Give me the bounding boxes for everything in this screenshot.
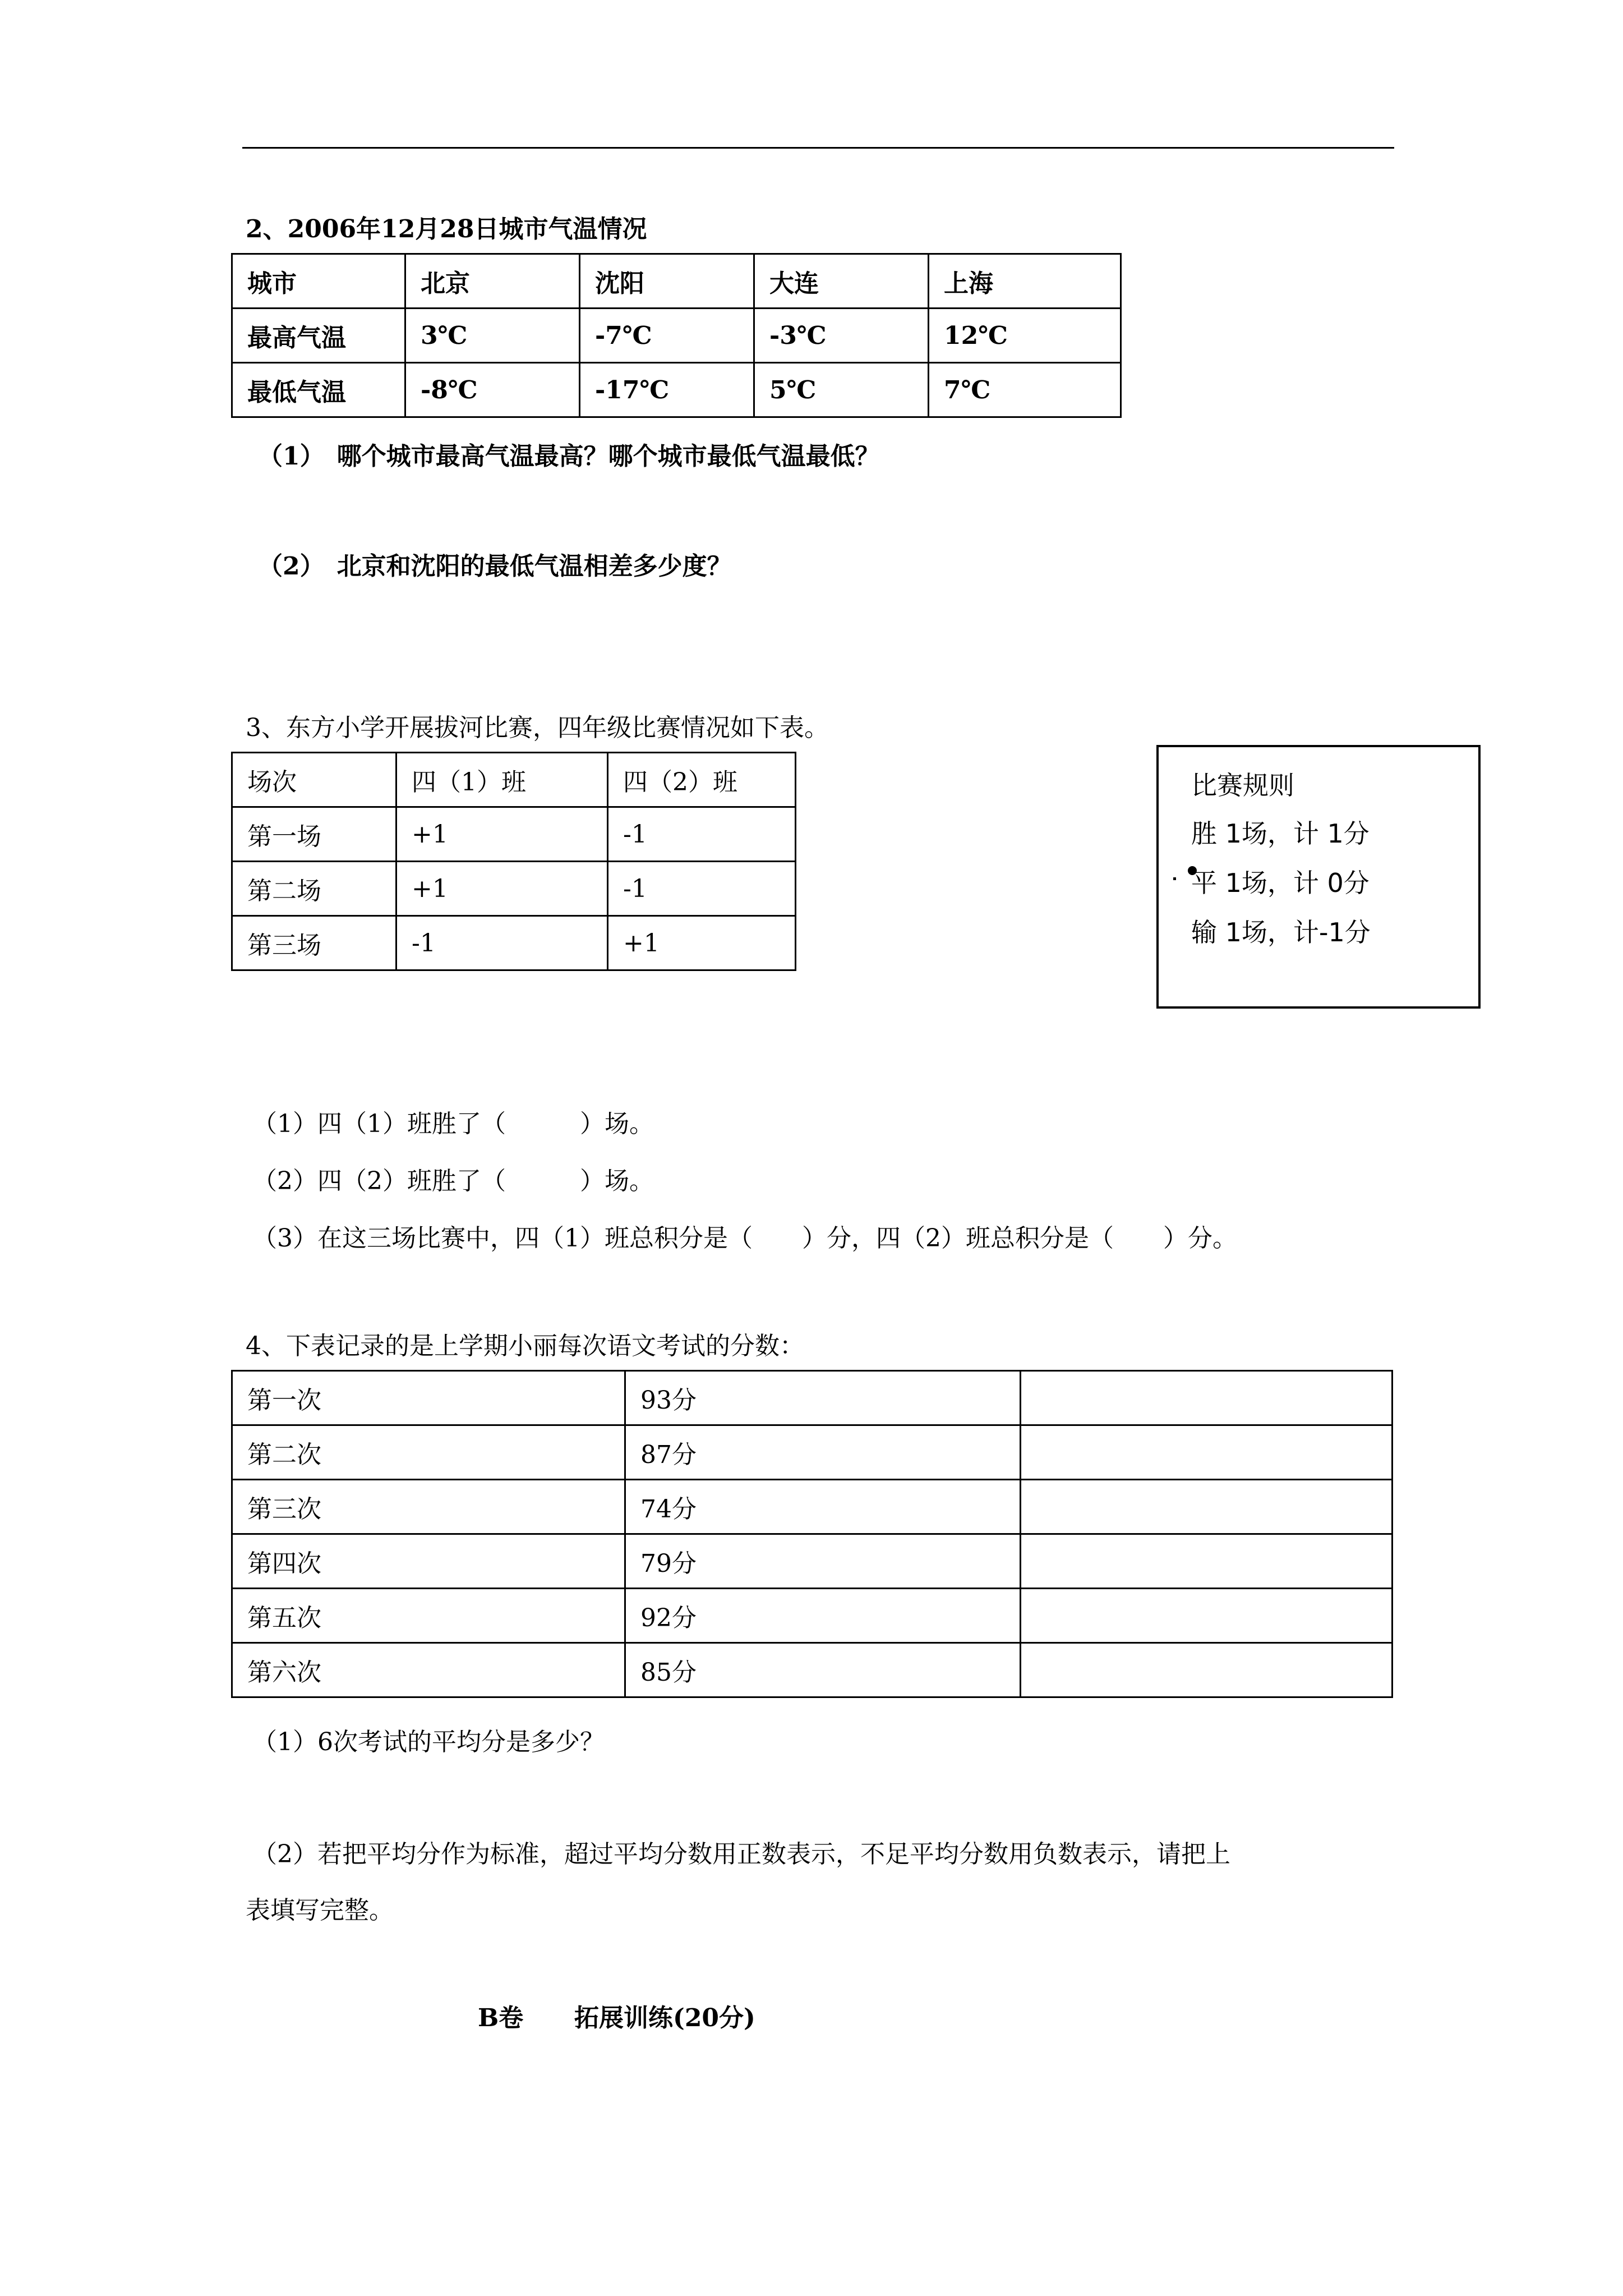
rules-line-win: 胜 1场，计 1分 (1191, 818, 1370, 849)
section-b-label: B卷 (478, 2004, 524, 2032)
q3-sub2: （2）四（2）班胜了（ ）场。 (252, 1167, 654, 1195)
table-cell: -1 (396, 916, 608, 970)
header-rule (242, 147, 1394, 149)
table-cell: 7℃ (929, 363, 1121, 417)
temperature-table (231, 253, 1122, 418)
table-cell: 第六次 (232, 1643, 625, 1697)
tug-of-war-table (231, 752, 796, 971)
stray-mark-icon (1173, 877, 1176, 880)
table-cell: 87分 (625, 1425, 1021, 1480)
table-header-cell: 城市 (232, 254, 405, 309)
table-cell: 第二场 (232, 862, 396, 916)
table-cell: +1 (396, 862, 608, 916)
section-b-title: 拓展训练(20分) (574, 2004, 755, 2032)
table-row (232, 1425, 1393, 1480)
table-cell: -3℃ (754, 309, 929, 363)
q2-sub1: （1） 哪个城市最高气温最高？哪个城市最低气温最低？ (258, 442, 880, 471)
table-cell: 3℃ (405, 309, 580, 363)
table-cell: 第三次 (232, 1480, 625, 1534)
table-cell: 最低气温 (232, 363, 405, 417)
table-cell-blank[interactable] (1021, 1480, 1393, 1534)
rules-line-lose: 输 1场，计-1分 (1191, 917, 1371, 947)
q3-sub3: （3）在这三场比赛中，四（1）班总积分是（ ）分，四（2）班总积分是（ ）分。 (252, 1224, 1237, 1253)
rules-title: 比赛规则 (1191, 770, 1294, 800)
table-row (232, 1371, 1393, 1425)
table-row (232, 363, 1121, 417)
q4-sub1: （1）6次考试的平均分是多少？ (252, 1728, 605, 1756)
q3-title: 3、东方小学开展拔河比赛，四年级比赛情况如下表。 (246, 714, 829, 742)
table-row (232, 1480, 1393, 1534)
table-cell: -7℃ (580, 309, 754, 363)
table-cell: 12℃ (929, 309, 1121, 363)
table-cell: 第三场 (232, 916, 396, 970)
table-row (232, 309, 1121, 363)
match-rules-box (1156, 745, 1481, 1009)
table-cell: 85分 (625, 1643, 1021, 1697)
table-row (232, 916, 796, 970)
table-cell: 79分 (625, 1534, 1021, 1589)
table-row (232, 254, 1121, 309)
table-cell: 第五次 (232, 1589, 625, 1643)
table-cell: 第一场 (232, 807, 396, 862)
table-header-cell: 北京 (405, 254, 580, 309)
table-cell: +1 (396, 807, 608, 862)
table-cell: -17℃ (580, 363, 754, 417)
table-cell-blank[interactable] (1021, 1643, 1393, 1697)
q3-sub1: （1）四（1）班胜了（ ）场。 (252, 1110, 654, 1138)
q4-sub2-line1: （2）若把平均分作为标准，超过平均分数用正数表示，不足平均分数用负数表示，请把上 (252, 1840, 1230, 1869)
table-cell-blank[interactable] (1021, 1371, 1393, 1425)
table-cell: 93分 (625, 1371, 1021, 1425)
table-row (232, 1589, 1393, 1643)
table-header-cell: 四（2）班 (608, 753, 796, 807)
table-row (232, 1534, 1393, 1589)
table-header-cell: 大连 (754, 254, 929, 309)
table-cell: 最高气温 (232, 309, 405, 363)
table-cell: 5℃ (754, 363, 929, 417)
table-cell: 74分 (625, 1480, 1021, 1534)
table-cell: 第一次 (232, 1371, 625, 1425)
table-cell: -1 (608, 862, 796, 916)
table-header-cell: 四（1）班 (396, 753, 608, 807)
q4-sub2-line2: 表填写完整。 (246, 1896, 394, 1925)
table-cell-blank[interactable] (1021, 1425, 1393, 1480)
table-cell: 第二次 (232, 1425, 625, 1480)
q4-title: 4、下表记录的是上学期小丽每次语文考试的分数： (246, 1332, 804, 1360)
table-header-cell: 场次 (232, 753, 396, 807)
q2-title: 2、2006年12月28日城市气温情况 (246, 215, 647, 243)
rules-line-draw: 平 1场，计 0分 (1191, 868, 1370, 898)
table-cell: -8℃ (405, 363, 580, 417)
table-header-cell: 上海 (929, 254, 1121, 309)
table-row (232, 753, 796, 807)
q2-sub2: （2） 北京和沈阳的最低气温相差多少度？ (258, 552, 732, 581)
table-row (232, 1643, 1393, 1697)
table-header-cell: 沈阳 (580, 254, 754, 309)
table-cell: +1 (608, 916, 796, 970)
table-cell-blank[interactable] (1021, 1534, 1393, 1589)
table-cell: 92分 (625, 1589, 1021, 1643)
table-cell-blank[interactable] (1021, 1589, 1393, 1643)
table-cell: 第四次 (232, 1534, 625, 1589)
scores-table (231, 1370, 1393, 1698)
table-row (232, 807, 796, 862)
table-row (232, 862, 796, 916)
table-cell: -1 (608, 807, 796, 862)
